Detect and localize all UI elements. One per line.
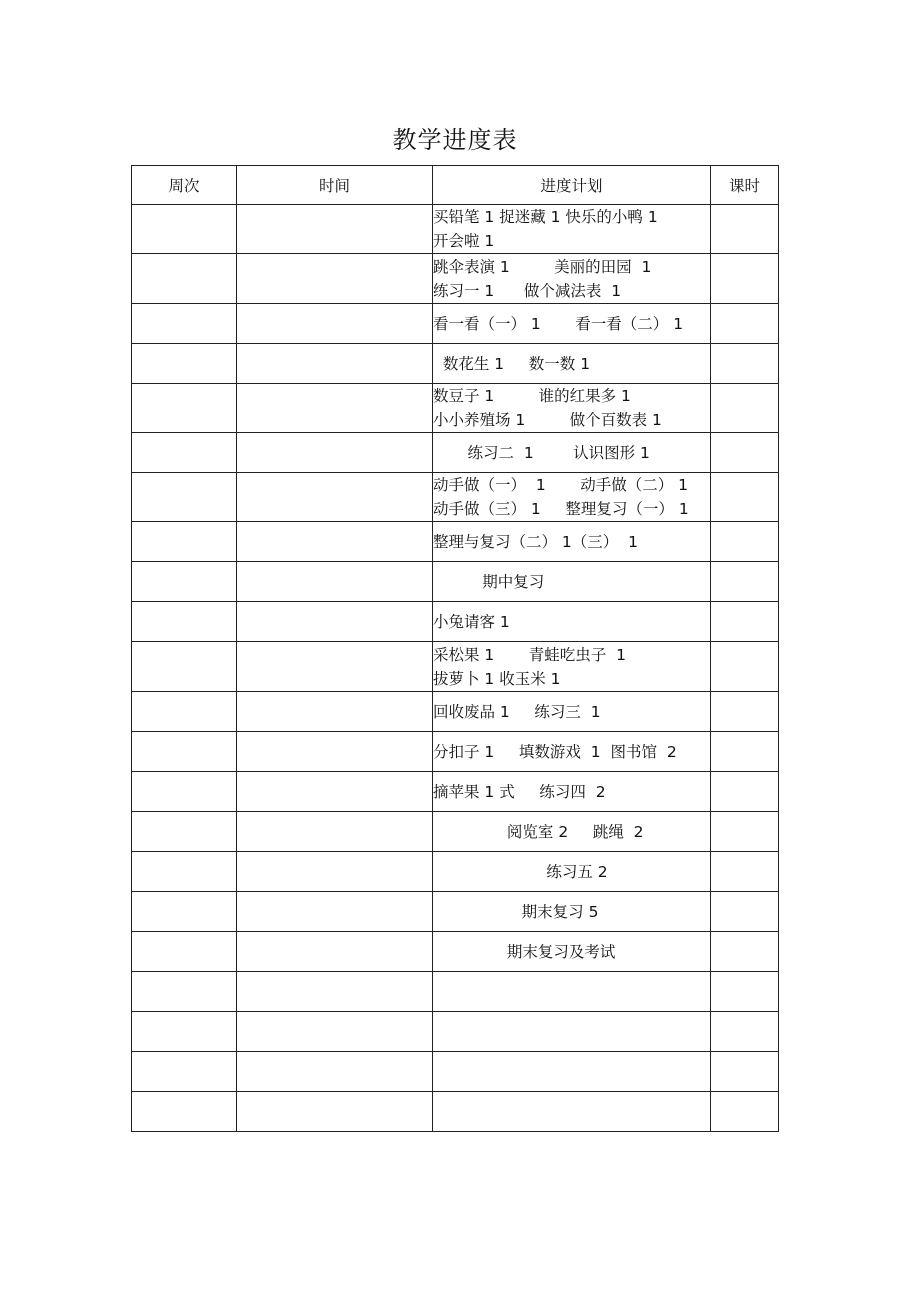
week-cell — [132, 932, 237, 972]
plan-line: 期末复习 5 — [433, 902, 599, 921]
week-cell — [132, 692, 237, 732]
hours-cell — [711, 1052, 779, 1092]
hours-cell — [711, 642, 779, 692]
week-cell — [132, 1012, 237, 1052]
table-row — [132, 562, 779, 602]
plan-cell — [433, 892, 711, 932]
hours-cell — [711, 692, 779, 732]
week-cell — [132, 972, 237, 1012]
plan-cell — [433, 473, 711, 522]
week-cell — [132, 732, 237, 772]
table-row — [132, 384, 779, 433]
time-cell — [237, 1012, 433, 1052]
week-cell — [132, 772, 237, 812]
week-cell — [132, 852, 237, 892]
hours-cell — [711, 433, 779, 473]
plan-cell — [433, 812, 711, 852]
hours-cell — [711, 254, 779, 304]
table-row — [132, 692, 779, 732]
table-row — [132, 932, 779, 972]
week-cell — [132, 892, 237, 932]
plan-line: 数花生 1 数一数 1 — [433, 354, 591, 373]
plan-line: 看一看（一） 1 看一看（二） 1 — [433, 314, 684, 333]
week-cell — [132, 1092, 237, 1132]
plan-line: 动手做（三） 1 整理复习（一） 1 — [433, 500, 689, 518]
plan-cell — [433, 304, 711, 344]
schedule-table — [131, 165, 779, 1132]
week-cell — [132, 602, 237, 642]
hours-cell — [711, 473, 779, 522]
plan-line: 买铅笔 1 捉迷藏 1 快乐的小鸭 1 — [433, 208, 658, 226]
table-row — [132, 642, 779, 692]
week-cell — [132, 254, 237, 304]
plan-line: 采松果 1 青蛙吃虫子 1 — [433, 645, 626, 664]
week-cell — [132, 205, 237, 254]
time-cell — [237, 254, 433, 304]
time-cell — [237, 772, 433, 812]
table-row — [132, 732, 779, 772]
time-cell — [237, 304, 433, 344]
table-row — [132, 344, 779, 384]
page-title: 教学进度表 — [392, 126, 518, 154]
table-row — [132, 1012, 779, 1052]
time-cell — [237, 602, 433, 642]
plan-line: 动手做（一） 1 动手做（二） 1 — [433, 476, 688, 494]
plan-cell — [433, 732, 711, 772]
table-row — [132, 972, 779, 1012]
plan-line: 跳伞表演 1 美丽的田园 1 — [433, 257, 652, 276]
table-row — [132, 205, 779, 254]
hours-cell — [711, 1012, 779, 1052]
table-row — [132, 602, 779, 642]
plan-cell — [433, 205, 711, 254]
plan-line: 摘苹果 1 式 练习四 2 — [433, 782, 606, 801]
week-cell — [132, 384, 237, 433]
table-row — [132, 892, 779, 932]
hours-cell — [711, 732, 779, 772]
time-cell — [237, 1092, 433, 1132]
plan-cell — [433, 972, 711, 1012]
plan-line: 小小养殖场 1 做个百数表 1 — [433, 411, 662, 429]
table-row — [132, 772, 779, 812]
plan-line: 期中复习 — [433, 572, 545, 591]
time-cell — [237, 642, 433, 692]
table-row — [132, 254, 779, 304]
plan-line: 练习一 1 做个减法表 1 — [433, 281, 622, 300]
time-cell — [237, 344, 433, 384]
table-row — [132, 1092, 779, 1132]
header-row — [132, 166, 779, 205]
hours-cell — [711, 772, 779, 812]
plan-cell — [433, 384, 711, 433]
plan-cell — [433, 932, 711, 972]
time-cell — [237, 692, 433, 732]
time-cell — [237, 433, 433, 473]
plan-line: 练习二 1 认识图形 1 — [433, 443, 650, 462]
plan-cell — [433, 1052, 711, 1092]
time-cell — [237, 562, 433, 602]
header-plan: 进度计划 — [433, 166, 711, 205]
plan-cell — [433, 692, 711, 732]
hours-cell — [711, 384, 779, 433]
hours-cell — [711, 892, 779, 932]
time-cell — [237, 852, 433, 892]
plan-line: 练习五 2 — [433, 862, 608, 881]
table-row — [132, 522, 779, 562]
table-row — [132, 304, 779, 344]
time-cell — [237, 522, 433, 562]
header-hours: 课时 — [711, 166, 779, 205]
plan-line: 拔萝卜 1 收玉米 1 — [433, 669, 561, 688]
hours-cell — [711, 304, 779, 344]
plan-cell — [433, 562, 711, 602]
hours-cell — [711, 1092, 779, 1132]
plan-line: 小兔请客 1 — [433, 612, 510, 631]
plan-cell — [433, 1012, 711, 1052]
plan-line: 回收废品 1 练习三 1 — [433, 702, 601, 721]
plan-line: 阅览室 2 跳绳 2 — [433, 822, 644, 841]
hours-cell — [711, 522, 779, 562]
time-cell — [237, 892, 433, 932]
week-cell — [132, 812, 237, 852]
plan-cell — [433, 522, 711, 562]
plan-cell — [433, 642, 711, 692]
hours-cell — [711, 932, 779, 972]
plan-cell — [433, 1092, 711, 1132]
week-cell — [132, 1052, 237, 1092]
plan-line: 开会啦 1 — [433, 232, 495, 250]
time-cell — [237, 732, 433, 772]
week-cell — [132, 304, 237, 344]
plan-cell — [433, 602, 711, 642]
header-week: 周次 — [132, 166, 237, 205]
hours-cell — [711, 602, 779, 642]
table-row — [132, 433, 779, 473]
week-cell — [132, 433, 237, 473]
hours-cell — [711, 972, 779, 1012]
time-cell — [237, 205, 433, 254]
header-time: 时间 — [237, 166, 433, 205]
table-row — [132, 473, 779, 522]
time-cell — [237, 932, 433, 972]
table-row — [132, 852, 779, 892]
plan-line: 整理与复习（二） 1（三） 1 — [433, 532, 639, 551]
week-cell — [132, 642, 237, 692]
plan-cell — [433, 852, 711, 892]
time-cell — [237, 972, 433, 1012]
time-cell — [237, 384, 433, 433]
plan-cell — [433, 433, 711, 473]
time-cell — [237, 473, 433, 522]
hours-cell — [711, 852, 779, 892]
hours-cell — [711, 812, 779, 852]
plan-line: 分扣子 1 填数游戏 1 图书馆 2 — [433, 742, 677, 761]
week-cell — [132, 562, 237, 602]
plan-cell — [433, 772, 711, 812]
plan-line: 数豆子 1 谁的红果多 1 — [433, 387, 631, 405]
week-cell — [132, 522, 237, 562]
time-cell — [237, 812, 433, 852]
table-row — [132, 1052, 779, 1092]
table-row — [132, 812, 779, 852]
plan-line: 期末复习及考试 — [433, 942, 616, 961]
plan-cell — [433, 254, 711, 304]
plan-cell — [433, 344, 711, 384]
time-cell — [237, 1052, 433, 1092]
hours-cell — [711, 344, 779, 384]
hours-cell — [711, 205, 779, 254]
hours-cell — [711, 562, 779, 602]
week-cell — [132, 473, 237, 522]
week-cell — [132, 344, 237, 384]
